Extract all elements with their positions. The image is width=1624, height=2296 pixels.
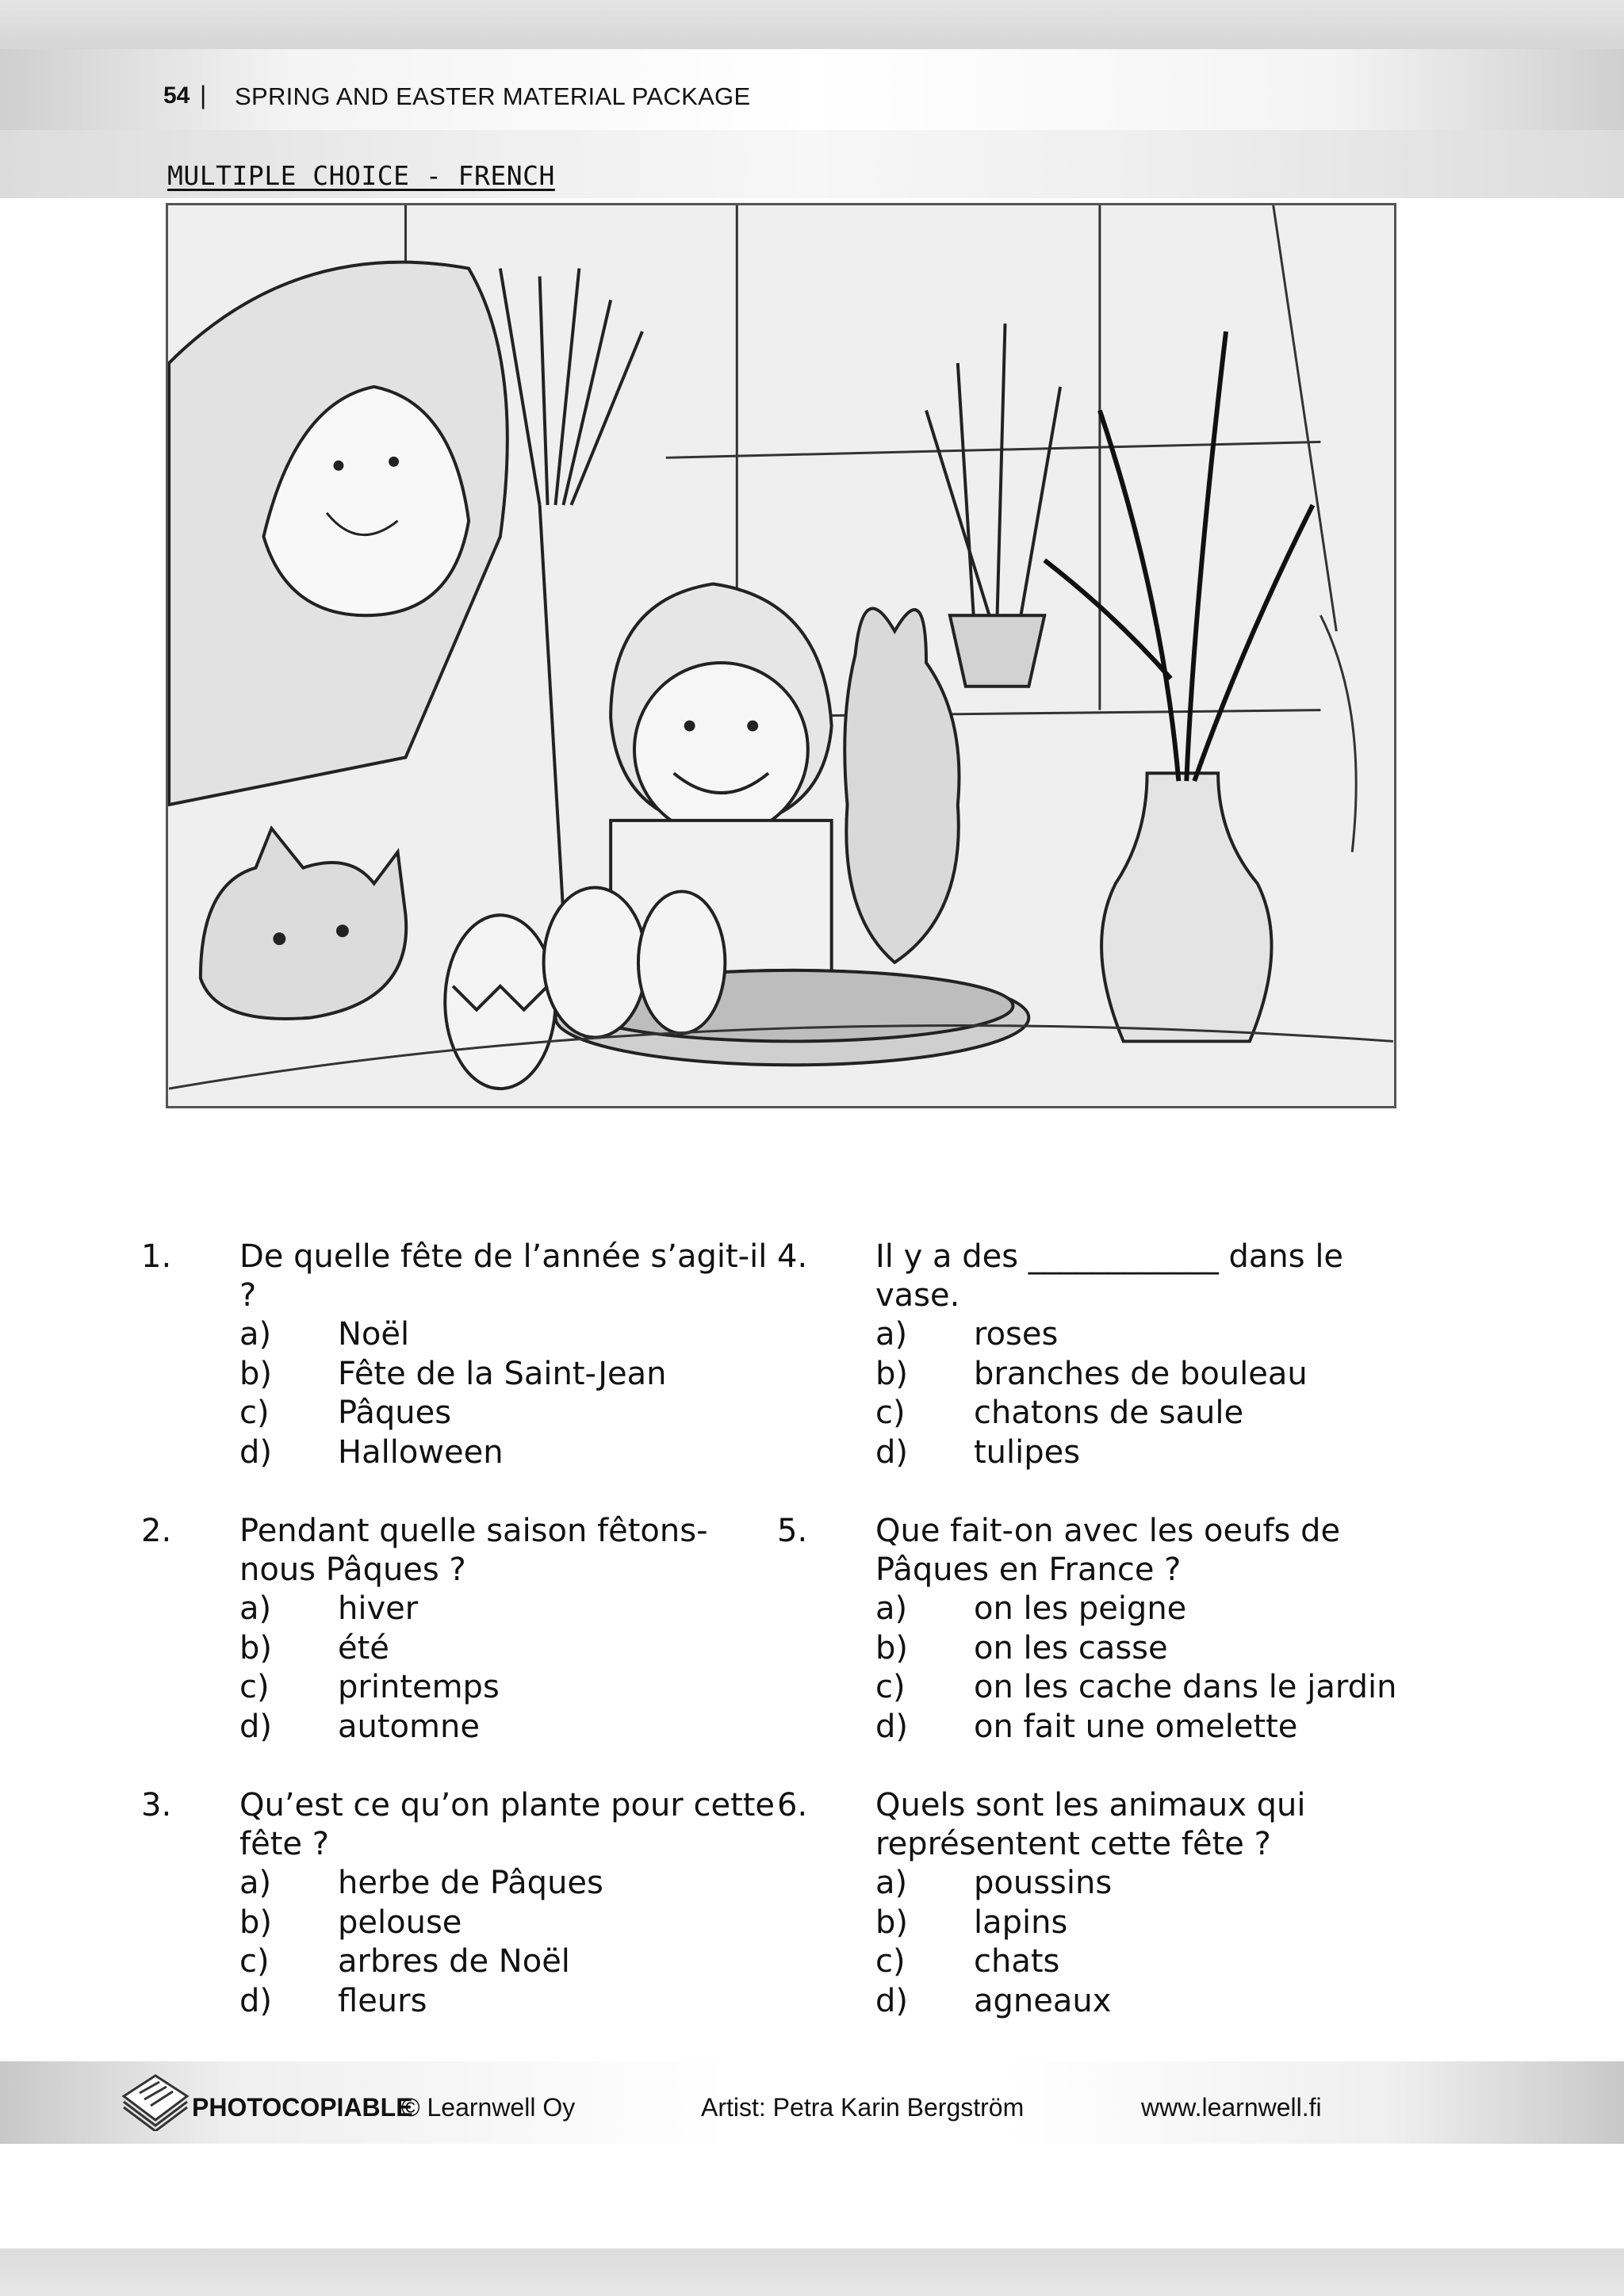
answer-option xyxy=(875,1315,1411,1355)
option-letter: b) xyxy=(875,1629,908,1667)
question-number: 4. xyxy=(777,1238,808,1275)
option-text: pelouse xyxy=(338,1904,462,1941)
option-letter: d) xyxy=(875,1433,908,1471)
option-letter: b) xyxy=(875,1904,908,1941)
option-text: on les cache dans le jardin xyxy=(974,1669,1397,1705)
question-text: Pendant quelle saison fêtons-nous Pâques ? xyxy=(239,1513,708,1588)
answer-option xyxy=(875,1629,1411,1669)
option-letter: b) xyxy=(239,1629,272,1667)
question-stem xyxy=(141,1512,776,1590)
question-number: 2. xyxy=(141,1513,172,1549)
option-text: Halloween xyxy=(338,1433,504,1471)
option-text: tulipes xyxy=(974,1433,1081,1471)
answer-options xyxy=(239,1864,776,2021)
answer-option xyxy=(875,1668,1411,1708)
question-text: Il y a des ____________ dans le vase. xyxy=(875,1238,1344,1314)
question-5 xyxy=(777,1512,1411,1747)
answer-option xyxy=(875,1708,1411,1747)
answer-option xyxy=(239,1629,776,1669)
option-letter: a) xyxy=(875,1316,908,1353)
option-letter: a) xyxy=(239,1865,272,1901)
question-stem xyxy=(777,1786,1411,1864)
answer-option xyxy=(239,1668,776,1708)
answer-option xyxy=(875,1590,1411,1629)
answer-option xyxy=(239,1433,776,1473)
header-separator: | xyxy=(200,81,207,109)
option-text: herbe de Pâques xyxy=(338,1865,603,1901)
option-text: on les peigne xyxy=(974,1590,1187,1627)
option-text: branches de bouleau xyxy=(974,1355,1308,1392)
question-4 xyxy=(777,1238,1411,1472)
option-letter: d) xyxy=(875,1982,908,2019)
answer-option xyxy=(239,1982,776,2022)
option-letter: d) xyxy=(875,1708,908,1745)
option-letter: d) xyxy=(239,1982,272,2019)
answer-options xyxy=(239,1590,776,1747)
option-text: roses xyxy=(974,1316,1059,1353)
question-stem xyxy=(141,1786,776,1864)
option-letter: c) xyxy=(875,1943,906,1980)
option-letter: b) xyxy=(875,1355,908,1392)
answer-option xyxy=(875,1355,1411,1395)
answer-option xyxy=(239,1590,776,1629)
question-number: 1. xyxy=(141,1238,172,1275)
photocopy-icon xyxy=(116,2064,192,2131)
option-text: on les casse xyxy=(974,1629,1168,1667)
option-text: agneaux xyxy=(974,1982,1112,2019)
question-3 xyxy=(141,1786,776,2021)
artist-credit: Artist: Petra Karin Bergström xyxy=(701,2093,1025,2122)
website-url: www.learnwell.fi xyxy=(1141,2093,1322,2122)
option-text: Noël xyxy=(338,1316,410,1353)
questions-left-column xyxy=(141,1238,776,2061)
answer-option xyxy=(239,1315,776,1355)
question-1 xyxy=(141,1238,776,1472)
question-text: Quels sont les animaux qui représentent cette fête ? xyxy=(875,1787,1306,1862)
question-stem xyxy=(777,1238,1411,1315)
question-2 xyxy=(141,1512,776,1747)
option-text: printemps xyxy=(338,1669,500,1705)
option-letter: d) xyxy=(239,1708,272,1745)
question-stem xyxy=(141,1238,776,1315)
option-letter: c) xyxy=(239,1943,270,1980)
option-text: Pâques xyxy=(338,1395,452,1431)
option-letter: a) xyxy=(875,1865,908,1901)
option-text: hiver xyxy=(338,1590,419,1627)
option-letter: c) xyxy=(239,1395,270,1431)
option-text: lapins xyxy=(974,1904,1068,1941)
option-letter: c) xyxy=(239,1669,270,1705)
answer-option xyxy=(239,1355,776,1395)
answer-option xyxy=(239,1904,776,1943)
answer-option xyxy=(875,1942,1411,1982)
option-letter: b) xyxy=(239,1355,272,1392)
bottom-band xyxy=(0,2248,1624,2296)
questions-right-column xyxy=(777,1238,1411,2061)
page-number: 54 xyxy=(163,82,190,109)
question-6 xyxy=(777,1786,1411,2021)
question-stem xyxy=(777,1512,1411,1590)
option-letter: a) xyxy=(239,1316,272,1353)
option-text: chatons de saule xyxy=(974,1395,1244,1431)
question-text: Qu’est ce qu’on plante pour cette fête ? xyxy=(239,1787,776,1862)
header-title: SPRING AND EASTER MATERIAL PACKAGE xyxy=(235,82,751,110)
option-letter: a) xyxy=(239,1590,272,1627)
copyright-text: © Learnwell Oy xyxy=(401,2093,576,2122)
answer-option xyxy=(239,1942,776,1982)
answer-options xyxy=(875,1315,1411,1472)
answer-option xyxy=(875,1982,1411,2022)
answer-option xyxy=(875,1864,1411,1904)
question-number: 6. xyxy=(777,1787,808,1823)
answer-option xyxy=(239,1708,776,1747)
section-label: MULTIPLE CHOICE - FRENCH xyxy=(167,160,555,191)
photocopiable-label: PHOTOCOPIABLE xyxy=(192,2093,413,2122)
answer-option xyxy=(875,1904,1411,1943)
question-number: 5. xyxy=(777,1513,808,1549)
easter-illustration xyxy=(166,203,1396,1108)
option-text: automne xyxy=(338,1708,480,1745)
option-text: arbres de Noël xyxy=(338,1943,570,1980)
answer-options xyxy=(875,1864,1411,2021)
answer-option xyxy=(239,1864,776,1904)
question-text: De quelle fête de l’année s’agit-il ? xyxy=(239,1238,768,1314)
option-letter: b) xyxy=(239,1904,272,1941)
option-text: chats xyxy=(974,1943,1060,1980)
answer-options xyxy=(239,1315,776,1472)
option-text: fleurs xyxy=(338,1982,427,2019)
answer-options xyxy=(875,1590,1411,1747)
option-text: poussins xyxy=(974,1865,1113,1901)
top-band xyxy=(0,0,1624,49)
answer-option xyxy=(875,1433,1411,1473)
option-text: on fait une omelette xyxy=(974,1708,1298,1745)
option-text: Fête de la Saint-Jean xyxy=(338,1355,667,1392)
illustration-drawing xyxy=(168,205,1394,1106)
option-text: été xyxy=(338,1629,389,1667)
option-letter: d) xyxy=(239,1433,272,1471)
option-letter: c) xyxy=(875,1669,906,1705)
question-text: Que fait-on avec les oeufs de Pâques en France ? xyxy=(875,1513,1341,1588)
question-number: 3. xyxy=(141,1787,172,1823)
answer-option xyxy=(239,1394,776,1433)
option-letter: a) xyxy=(875,1590,908,1627)
answer-option xyxy=(875,1394,1411,1433)
option-letter: c) xyxy=(875,1395,906,1431)
